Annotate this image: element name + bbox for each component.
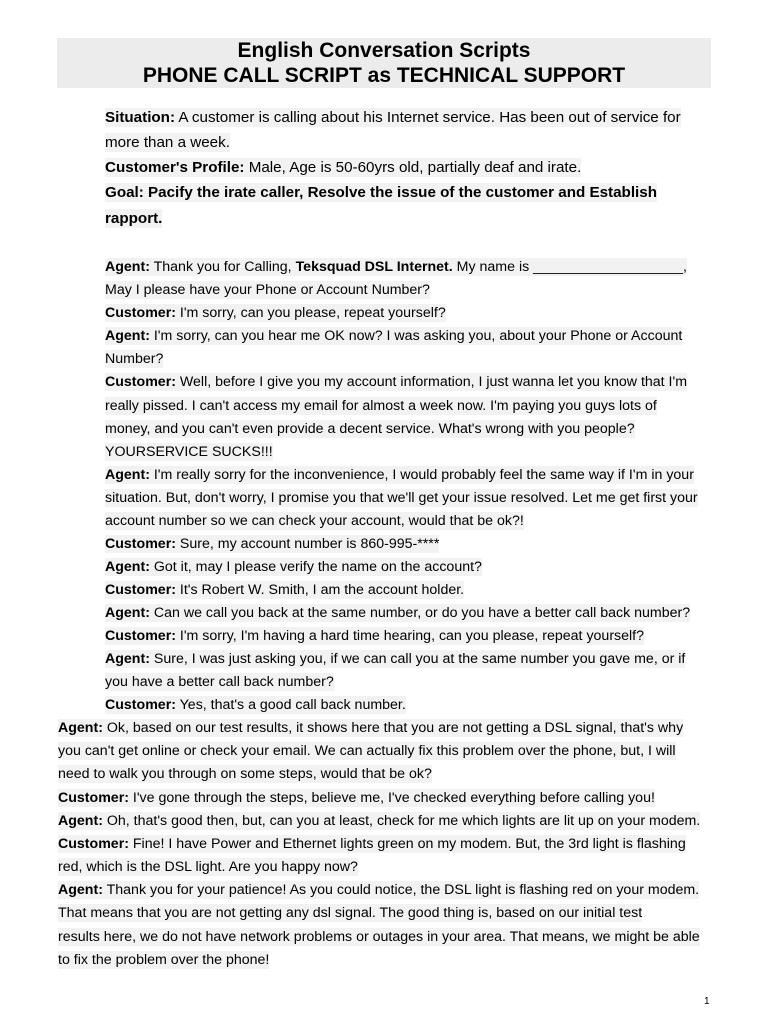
speaker-agent: Agent:: [58, 720, 103, 736]
dialogue-line: Agent: Thank you for Calling, Teksquad DSL Internet. My name is ___________________,: [105, 259, 687, 275]
speaker-customer: Customer:: [58, 836, 129, 852]
profile-line: [105, 158, 581, 178]
dialogue-line: Customer: I'm sorry, I'm having a hard time hearing, can you please, repeat yourself?: [105, 628, 645, 644]
speaker-customer: Customer:: [105, 697, 176, 713]
speaker-customer: Customer:: [105, 582, 176, 598]
dialogue-line: account number so we can check your account, would that be ok?!: [105, 513, 524, 529]
title-banner: [57, 38, 711, 88]
speaker-customer: Customer:: [105, 628, 176, 644]
goal-line-2: rapport.: [105, 210, 163, 227]
page-number: 1: [704, 996, 710, 1007]
situation-line-2: more than a week.: [105, 134, 230, 151]
dialogue-line: Customer: I've gone through the steps, believe me, I've checked everything before calling you!: [58, 790, 655, 806]
situation-label: Situation:: [105, 109, 176, 126]
page-subtitle: PHONE CALL SCRIPT as TECHNICAL SUPPORT: [142, 64, 626, 87]
dialogue-line: really pissed. I can't access my email for almost a week now. I'm paying you guys lots of: [105, 398, 657, 414]
dialogue-line: May I please have your Phone or Account Number?: [105, 282, 430, 298]
dialogue-line: Customer: I'm sorry, can you please, repeat yourself?: [105, 305, 446, 321]
dialogue-line: That means that you are not getting any dsl signal. The good thing is, based on our initial test: [58, 905, 643, 921]
brand-name: Teksquad DSL Internet.: [295, 259, 453, 275]
dialogue-line: Agent: Oh, that's good then, but, can you at least, check for me which lights are lit up on your modem.: [58, 813, 701, 829]
speaker-agent: Agent:: [105, 605, 150, 621]
speaker-agent: Agent:: [105, 259, 150, 275]
dialogue-line: situation. But, don't worry, I promise you that we'll get your issue resolved. Let me get first your: [105, 490, 698, 506]
dialogue-line: Agent: Ok, based on our test results, it shows here that you are not getting a DSL signal, that's why: [58, 720, 684, 736]
speaker-agent: Agent:: [105, 328, 150, 344]
goal-line-1: Goal: Pacify the irate caller, Resolve the issue of the customer and Establish: [105, 184, 657, 201]
dialogue-line: Agent: Can we call you back at the same number, or do you have a better call back number?: [105, 605, 691, 621]
dialogue-line: Agent: Sure, I was just asking you, if we can call you at the same number you gave me, or if: [105, 651, 686, 667]
dialogue-line: red, which is the DSL light. Are you happy now?: [58, 859, 358, 875]
dialogue-line: you have a better call back number?: [105, 674, 334, 690]
profile-label: Customer's Profile:: [105, 159, 245, 176]
dialogue-line: results here, we do not have network problems or outages in your area. That means, we might be able: [58, 929, 700, 945]
speaker-customer: Customer:: [105, 305, 176, 321]
dialogue-line: you can't get online or check your email. We can actually fix this problem over the phone, but, I will: [58, 743, 676, 759]
dialogue-line: Agent: Thank you for your patience! As you could notice, the DSL light is flashing red on your modem.: [58, 882, 700, 898]
speaker-customer: Customer:: [58, 790, 129, 806]
dialogue-line: Agent: I'm sorry, can you hear me OK now? I was asking you, about your Phone or Account: [105, 328, 683, 344]
situation-text: A customer is calling about his Internet service. Has been out of service for: [175, 109, 681, 126]
page-title: English Conversation Scripts: [237, 39, 531, 62]
speaker-agent: Agent:: [105, 467, 150, 483]
speaker-agent: Agent:: [58, 813, 103, 829]
dialogue-line: Customer: Well, before I give you my account information, I just wanna let you know that I'm: [105, 374, 688, 390]
situation-line-1: [105, 108, 681, 128]
dialogue-line: Agent: Got it, may I please verify the name on the account?: [105, 559, 482, 575]
dialogue-line: need to walk you through on some steps, would that be ok?: [58, 766, 432, 782]
speaker-agent: Agent:: [105, 651, 150, 667]
speaker-agent: Agent:: [105, 559, 150, 575]
dialogue-line: Customer: Sure, my account number is 860-995-****: [105, 536, 440, 552]
dialogue-line: Agent: I'm really sorry for the inconvenience, I would probably feel the same way if I'm in your: [105, 467, 694, 483]
dialogue-line: money, and you can't even provide a decent service. What's wrong with you people?: [105, 421, 635, 437]
dialogue-line: to fix the problem over the phone!: [58, 952, 270, 968]
dialogue-line: YOURSERVICE SUCKS!!!: [105, 444, 273, 460]
speaker-agent: Agent:: [58, 882, 103, 898]
speaker-customer: Customer:: [105, 536, 176, 552]
speaker-customer: Customer:: [105, 374, 176, 390]
dialogue-line: Customer: Fine! I have Power and Ethernet lights green on my modem. But, the 3rd light is flashing: [58, 836, 686, 852]
dialogue-line: Customer: Yes, that's a good call back number.: [105, 697, 406, 713]
dialogue-line: Number?: [105, 351, 164, 367]
profile-text: Male, Age is 50-60yrs old, partially deaf and irate.: [244, 159, 582, 176]
dialogue-line: Customer: It's Robert W. Smith, I am the account holder.: [105, 582, 465, 598]
